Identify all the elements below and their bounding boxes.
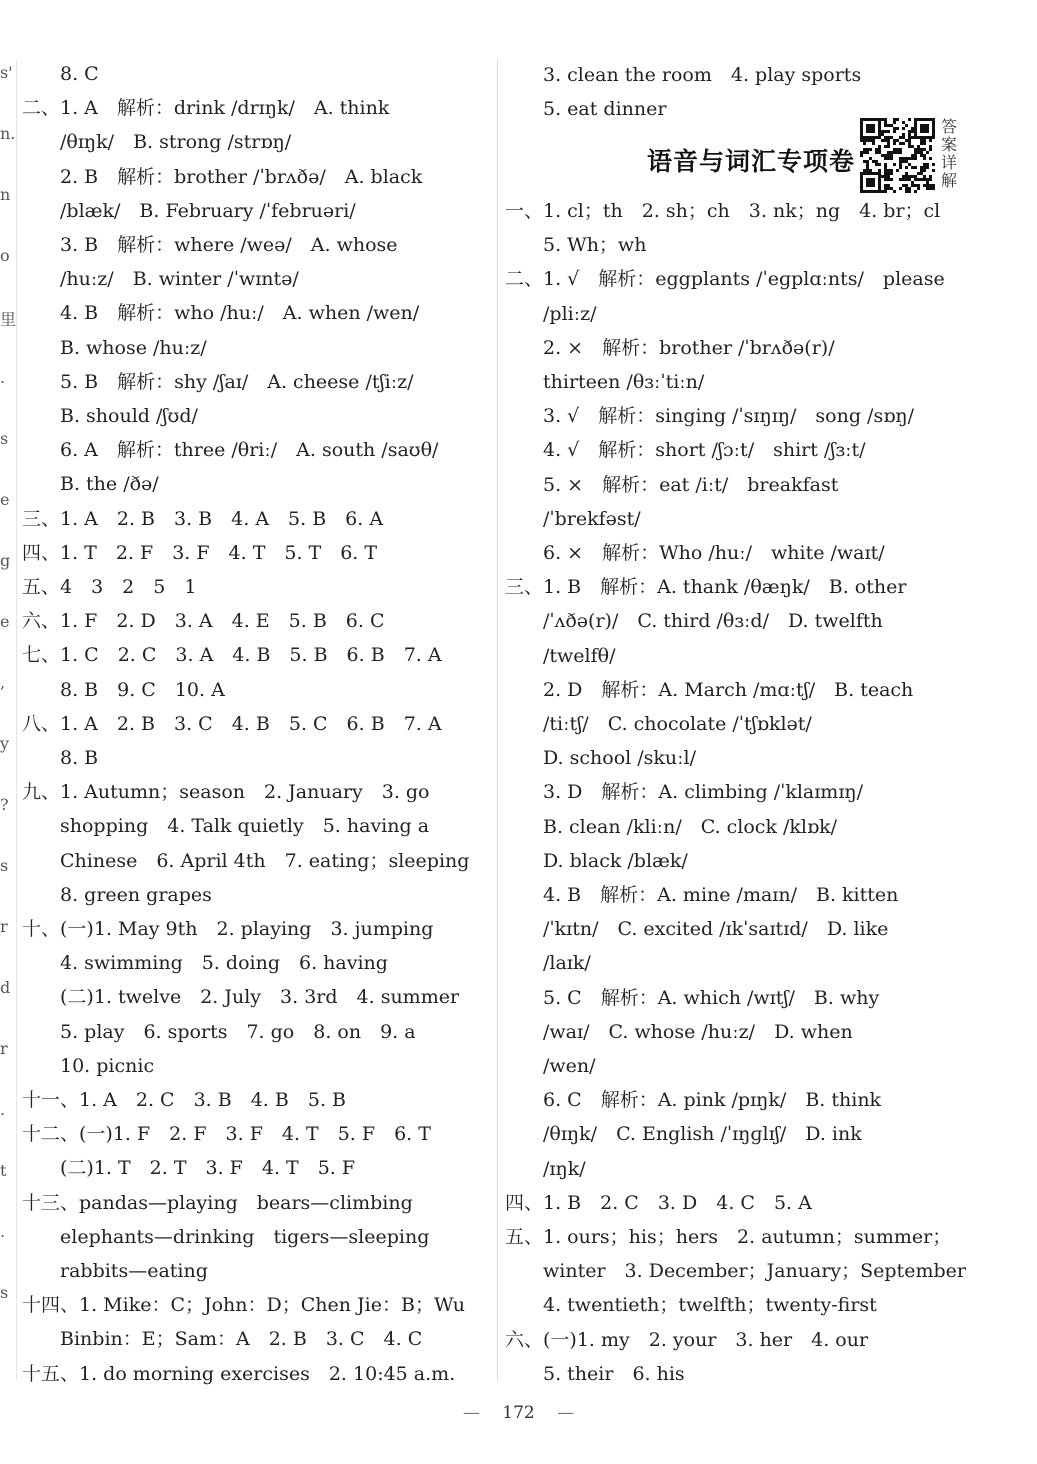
answer-line: 5. B 解析：shy /ʃaɪ/ A. cheese /tʃiːz/: [22, 370, 414, 393]
answer-line: /θɪŋk/ B. strong /strɒŋ/: [22, 131, 292, 154]
answer-line: 五、4 3 2 5 1: [22, 576, 197, 598]
answer-line: 8. B 9. C 10. A: [22, 678, 225, 701]
answer-line: 3. √ 解析：singing /ˈsɪŋɪŋ/ song /sɒŋ/: [505, 405, 915, 428]
page-footer: [0, 1398, 1037, 1423]
answer-line: 八、1. A 2. B 3. C 4. B 5. C 6. B 7. A: [22, 712, 442, 735]
answer-line: 5. their 6. his: [505, 1362, 685, 1385]
answer-line: 2. B 解析：brother /ˈbrʌðə/ A. black: [22, 165, 423, 188]
edge-fragment: n: [0, 185, 11, 204]
answer-line: 2. D 解析：A. March /mɑːtʃ/ B. teach: [505, 678, 914, 701]
answer-line: 4. twentieth；twelfth；twenty-first: [505, 1294, 877, 1317]
answer-line: B. the /ðə/: [22, 473, 159, 496]
answer-line: (二)1. twelve 2. July 3. 3rd 4. summer: [22, 986, 460, 1009]
answer-line: (二)1. T 2. T 3. F 4. T 5. F: [22, 1157, 356, 1180]
answer-line: /laɪk/: [505, 952, 591, 975]
edge-fragment: ?: [0, 795, 9, 814]
edge-fragment: .: [0, 368, 6, 387]
edge-fragment: r: [0, 1039, 8, 1058]
answer-line: 4. B 解析：who /huː/ A. when /wen/: [22, 302, 420, 325]
answer-line: 5. Wh；wh: [505, 234, 647, 257]
answer-line: 4. √ 解析：short /ʃɔːt/ shirt /ʃɜːt/: [505, 439, 866, 462]
answer-line: Chinese 6. April 4th 7. eating；sleeping: [22, 849, 470, 872]
answer-line: 九、1. Autumn；season 2. January 3. go: [22, 781, 430, 804]
answer-line: winter 3. December；January；September: [505, 1260, 966, 1283]
answer-line: 十五、1. do morning exercises 2. 10:45 a.m.: [22, 1362, 456, 1385]
answer-line: /blæk/ B. February /ˈfebruəri/: [22, 199, 356, 222]
answer-line: 一、1. cl；th 2. sh；ch 3. nk；ng 4. br；cl: [505, 200, 941, 222]
answer-line: 8. C: [22, 63, 99, 85]
edge-fragment: ,: [0, 673, 6, 692]
answer-line: 十二、(一)1. F 2. F 3. F 4. T 5. F 6. T: [22, 1123, 431, 1146]
answer-line: /wen/: [505, 1055, 596, 1077]
answer-line: /twelfθ/: [505, 644, 616, 667]
answer-line: 6. C 解析：A. pink /pɪŋk/ B. think: [505, 1089, 882, 1112]
answer-line: /pliːz/: [505, 302, 597, 325]
edge-fragment: s: [0, 429, 9, 448]
answer-line: Binbin：E；Sam：A 2. B 3. C 4. C: [22, 1328, 423, 1351]
answer-line: 5. C 解析：A. which /wɪtʃ/ B. why: [505, 986, 880, 1009]
answer-line: D. school /skuːl/: [505, 747, 697, 770]
answer-line: rabbits—eating: [22, 1260, 208, 1282]
answer-line: 3. B 解析：where /weə/ A. whose: [22, 234, 398, 256]
answer-line: 5. eat dinner: [505, 98, 667, 120]
answer-line: /ɪŋk/: [505, 1157, 586, 1180]
page-number: 172: [502, 1403, 535, 1423]
edge-fragment: s: [0, 1283, 9, 1302]
edge-fragment: y: [0, 734, 10, 753]
edge-fragment: .: [0, 1100, 6, 1119]
answer-line: 8. green grapes: [22, 883, 212, 906]
answer-line: 3. D 解析：A. climbing /ˈklaɪmɪŋ/: [505, 781, 864, 804]
answer-line: 四、1. B 2. C 3. D 4. C 5. A: [505, 1191, 812, 1214]
answer-line: 8. B: [22, 747, 99, 769]
edge-fragment: o: [0, 246, 10, 265]
qr-code-icon[interactable]: [860, 118, 935, 193]
edge-fragment: n.: [0, 124, 16, 143]
answer-line: 三、1. A 2. B 3. B 4. A 5. B 6. A: [22, 507, 384, 530]
qr-caption: 答案详解: [941, 117, 958, 190]
answer-line: 七、1. C 2. C 3. A 4. B 5. B 6. B 7. A: [22, 644, 442, 667]
edge-fragment: t: [0, 1161, 7, 1180]
answer-line: 六、1. F 2. D 3. A 4. E 5. B 6. C: [22, 610, 385, 633]
answer-line: /tiːtʃ/ C. chocolate /ˈtʃɒklət/: [505, 713, 812, 735]
edge-fragment: r: [0, 917, 8, 936]
column-divider: [497, 60, 498, 1380]
left-margin-rule: [16, 60, 17, 1380]
answer-line: 6. A 解析：three /θriː/ A. south /saʊθ/: [22, 439, 439, 462]
answer-line: /ˈkɪtn/ C. excited /ɪkˈsaɪtɪd/ D. like: [505, 918, 889, 941]
answer-line: thirteen /θɜːˈtiːn/: [505, 371, 705, 393]
answer-line: shopping 4. Talk quietly 5. having a: [22, 815, 430, 838]
answer-line: /θɪŋk/ C. English /ˈɪŋɡlɪʃ/ D. ink: [505, 1123, 862, 1146]
edge-fragment: s': [0, 63, 13, 82]
answer-line: /ˈʌðə(r)/ C. third /θɜːd/ D. twelfth: [505, 610, 883, 633]
answer-line: D. black /blæk/: [505, 849, 688, 872]
section-title: 语音与词汇专项卷: [647, 147, 856, 176]
edge-fragment: e: [0, 490, 10, 509]
answer-line: 4. swimming 5. doing 6. having: [22, 952, 388, 975]
answer-line: B. clean /kliːn/ C. clock /klɒk/: [505, 815, 838, 838]
answer-line: 十四、1. Mike：C；John：D；Chen Jie：B；Wu: [22, 1294, 465, 1317]
answer-line: 十三、pandas—playing bears—climbing: [22, 1191, 413, 1214]
edge-fragment: g: [0, 551, 11, 570]
answer-line: 三、1. B 解析：A. thank /θæŋk/ B. other: [505, 576, 907, 599]
answer-line: 二、1. A 解析：drink /drɪŋk/ A. think: [22, 97, 390, 120]
answer-line: 5. play 6. sports 7. go 8. on 9. a: [22, 1020, 416, 1043]
answer-line: 10. picnic: [22, 1054, 155, 1077]
answer-line: B. should /ʃʊd/: [22, 405, 198, 427]
answer-line: /huːz/ B. winter /ˈwɪntə/: [22, 268, 299, 291]
footer-dash-left: —: [462, 1403, 497, 1423]
edge-fragment: .: [0, 1222, 6, 1241]
answer-line: 二、1. √ 解析：eggplants /ˈeɡplɑːnts/ please: [505, 268, 945, 291]
answer-line: 四、1. T 2. F 3. F 4. T 5. T 6. T: [22, 541, 378, 564]
answer-line: B. whose /huːz/: [22, 336, 207, 359]
answer-line: 6. × 解析：Who /huː/ white /waɪt/: [505, 542, 885, 564]
answer-line: 五、1. ours；his；hers 2. autumn；summer；: [505, 1226, 952, 1248]
answer-line: 十、(一)1. May 9th 2. playing 3. jumping: [22, 918, 434, 940]
edge-fragment: s: [0, 856, 9, 875]
answer-line: /waɪ/ C. whose /huːz/ D. when: [505, 1020, 853, 1043]
answer-line: 5. × 解析：eat /iːt/ breakfast: [505, 473, 839, 496]
answer-line: 4. B 解析：A. mine /maɪn/ B. kitten: [505, 884, 899, 906]
answer-line: 六、(一)1. my 2. your 3. her 4. our: [505, 1328, 869, 1351]
footer-dash-right: —: [540, 1403, 575, 1423]
answer-line: 3. clean the room 4. play sports: [505, 64, 862, 86]
answer-line: /ˈbrekfəst/: [505, 507, 641, 530]
answer-line: elephants—drinking tigers—sleeping: [22, 1225, 430, 1248]
edge-fragment: 里: [0, 310, 17, 329]
answer-line: 2. × 解析：brother /ˈbrʌðə(r)/: [505, 336, 835, 359]
edge-fragment: d: [0, 978, 11, 997]
answer-line: 十一、1. A 2. C 3. B 4. B 5. B: [22, 1089, 346, 1111]
previous-page-edge: [0, 55, 17, 1385]
edge-fragment: e: [0, 612, 10, 631]
